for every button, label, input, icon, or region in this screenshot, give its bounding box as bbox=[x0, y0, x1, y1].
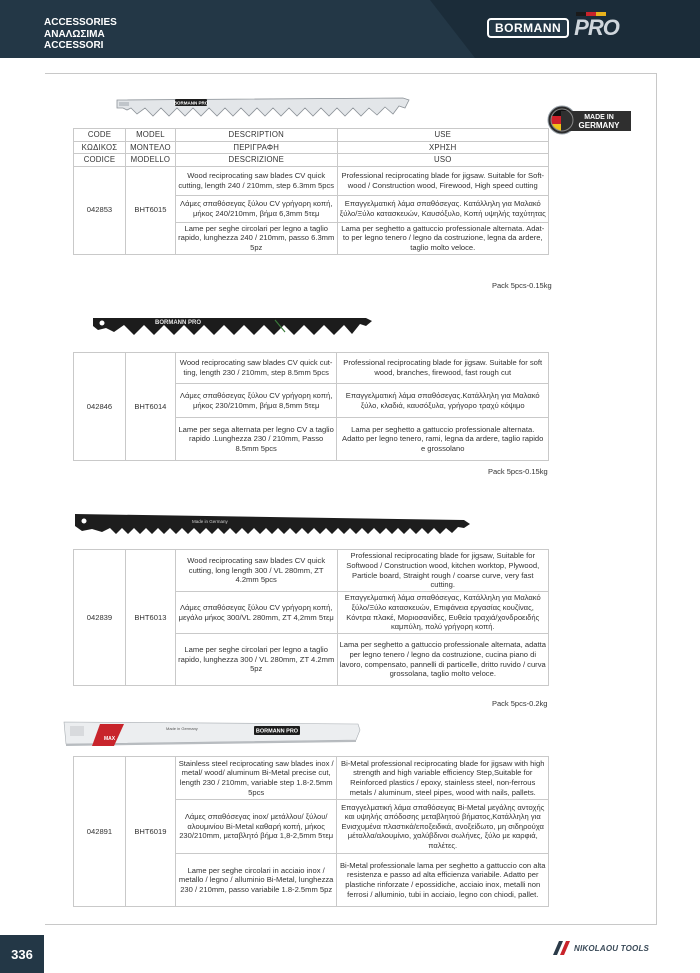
col-header-code: CODICE bbox=[74, 154, 126, 167]
product-code: 042846 bbox=[74, 353, 126, 461]
pack-info-bht6013: Pack 5pcs-0.2kg bbox=[492, 699, 548, 708]
header-row-it bbox=[74, 154, 549, 167]
category-gr: ΑΝΑΛΩΣΙΜΑ bbox=[44, 28, 105, 40]
blade1-label: BORMANN PRO bbox=[173, 100, 209, 106]
svg-text:MAX: MAX bbox=[104, 736, 116, 742]
spec-table-bht6019 bbox=[73, 756, 549, 907]
blade2-label: BORMANN PRO bbox=[155, 320, 201, 326]
use-en: Professional reciprocating blade for jigsaw. Suitable for soft wood, branches, firewood, fast rough cut bbox=[337, 353, 549, 384]
col-header-description: DESCRIZIONE bbox=[175, 154, 337, 167]
use-it: Bi-Metal professionale lama per seghetto a gattuccio con alta resistenza e passo ad alta efficienza variabile. Adatto per plastiche rinforzate / epossidiche, acciaio inox, metalli non ferrosi / alluminio, tubi in acciaio, legno con chiodi, pallet. bbox=[337, 854, 549, 907]
header-categories bbox=[44, 17, 117, 52]
col-header-code: CODE bbox=[74, 129, 126, 142]
blade-image-bht6013 bbox=[72, 508, 472, 544]
pack-info-bht6014: Pack 5pcs-0.15kg bbox=[488, 467, 548, 476]
description-gr: Λάμες σπαθόσεγας ξύλου CV γρήγορη κοπή, μήκος 230/210mm, βήμα 8,5mm 5τεμ bbox=[175, 384, 337, 418]
table-row bbox=[74, 550, 549, 592]
description-it: Lame per sega alternata per legno CV a taglio rapido .Lunghezza 230 / 210mm, Passo 8.5mm 5pcs bbox=[175, 418, 337, 461]
brand-pro: PRO bbox=[574, 15, 619, 40]
product-model: BHT6015 bbox=[125, 166, 175, 254]
col-header-model: MODELLO bbox=[125, 154, 175, 167]
use-it: Lama per seghetto a gattuccio professionale alternata, adatta per legno tenero / legno da costruzione, cucina piano di lavoro, compensato, pannelli di particelle, dritto ruvido / curva grossolana, taglio molto veloce. bbox=[337, 634, 549, 686]
blade4-label2: Made in Germany bbox=[166, 726, 198, 731]
use-it: Lama per seghetto a gattuccio professionale alternata. Adatto per legno tenero, rami, legna da ardere, taglio rapido e grossolano bbox=[337, 418, 549, 461]
blade-image-bht6019 bbox=[62, 716, 362, 752]
col-header-description: ΠΕΡΙΓΡΑΦΗ bbox=[175, 141, 337, 154]
description-it: Lame per seghe circolari per legno a taglio rapido, lunghezza 300 / VL 280mm, ZT 4.2mm 5pz bbox=[175, 634, 337, 686]
table-row bbox=[74, 353, 549, 384]
description-en: Wood reciprocating saw blades CV quick cutting, long length 300 / VL 280mm, ZT 4.2mm 5pcs bbox=[175, 550, 337, 592]
spec-table-bht6013 bbox=[73, 549, 549, 686]
blade-image-bht6014 bbox=[90, 308, 375, 344]
blade-image-bht6015 bbox=[113, 88, 413, 128]
description-en: Stainless steel reciprocating saw blades inox / metal/ wood/ aluminum Bi-Metal precise cut, length 230 / 210mm, variable step 1.8-2.5mm 5pcs bbox=[175, 757, 337, 800]
use-en: Professional reciprocating blade for jigsaw, Suitable for Softwood / Construction wood, kitchen worktop, Plywood, Particle board, Straight rough / coarse curve, very fast cutting. bbox=[337, 550, 549, 592]
table-row bbox=[74, 166, 549, 195]
product-code: 042853 bbox=[74, 166, 126, 254]
description-gr: Λάμες σπαθόσεγας ξύλου CV γρήγορη κοπή, μήκος 240/210mm, βήμα 6,3mm 5τεμ bbox=[175, 195, 337, 222]
description-en: Wood reciprocating saw blades CV quick cutting, length 240 / 210mm, step 6.3mm 5pcs bbox=[175, 166, 337, 195]
use-en: Bi-Metal professional reciprocating blade for jigsaw with high strength and high variable efficiency Step,Suitable for Reinforced plastics / epoxy, stainless steel, non-ferrous metals / aluminum, steel pipes, wood with nails, pallets. bbox=[337, 757, 549, 800]
footer-brand: NIKOLAOU TOOLS bbox=[574, 943, 650, 953]
use-en: Professional reciprocating blade for jigsaw. Suitable for Soft-wood / Construction wood, Firewood, High speed cutting bbox=[337, 166, 548, 195]
brand-name: BORMANN bbox=[487, 18, 569, 38]
use-it: Lama per seghetto a gattuccio professionale alternata. Adat-to per legno tenero / legno da costruzione, legna da ardere, taglio molto veloce. bbox=[337, 222, 548, 254]
nikolaou-logo-icon bbox=[553, 941, 571, 955]
category-it: ACCESSORI bbox=[44, 40, 104, 51]
use-gr: Επαγγελματική λάμα σπαθόσεγας.Κατάλληλη για Μαλακό ξύλο, κλαδιά, καυσόξυλα, γρήγορο τραχύ κόψιμο bbox=[337, 384, 549, 418]
product-model: BHT6014 bbox=[125, 353, 175, 461]
description-gr: Λάμες σπαθόσεγας inox/ μετάλλου/ ξύλου/ αλουμινίου Bi-Metal καθαρή κοπή, μήκος 230/210mm, μεταβλητό βήμα 1,8-2,5mm 5τεμ bbox=[175, 800, 337, 854]
pro-watermark bbox=[598, 150, 668, 480]
use-gr: Επαγγελματική λάμα σπαθόσεγας. Κατάλληλη για Μαλακό ξύλο/Ξύλο κατασκευών, Καυσόξυλο, Κοπή υψηλής ταχύτητας bbox=[337, 195, 548, 222]
col-header-use: ΧΡΗΣΗ bbox=[337, 141, 548, 154]
product-code: 042839 bbox=[74, 550, 126, 686]
description-en: Wood reciprocating saw blades CV quick cut-ting, length 230 / 210mm, step 8.5mm 5pcs bbox=[175, 353, 337, 384]
pack-info-bht6015: Pack 5pcs-0.15kg bbox=[492, 281, 552, 290]
product-code: 042891 bbox=[74, 757, 126, 907]
description-gr: Λάμες σπαθόσεγας ξύλου CV γρήγορη κοπή, μεγάλο μήκος 300/VL 280mm, ZT 4,2mm 5τεμ bbox=[175, 592, 337, 634]
header-row-en bbox=[74, 129, 549, 142]
col-header-code: ΚΩΔΙΚΟΣ bbox=[74, 141, 126, 154]
badge-line2: GERMANY bbox=[578, 121, 620, 130]
col-header-description: DESCRIPTION bbox=[175, 129, 337, 142]
description-it: Lame per seghe circolari per legno a taglio rapido, lunghezza 240 / 210mm, passo 6.3mm 5pz bbox=[175, 222, 337, 254]
blade3-label: Made in Germany bbox=[192, 519, 228, 524]
table-row bbox=[74, 757, 549, 800]
col-header-model: ΜΟΝΤΕΛΟ bbox=[125, 141, 175, 154]
made-in-germany-badge bbox=[547, 103, 633, 137]
col-header-use: USO bbox=[337, 154, 548, 167]
page-number: 336 bbox=[0, 935, 44, 973]
brand-logo[interactable] bbox=[487, 17, 619, 39]
footer-logo[interactable] bbox=[553, 941, 649, 955]
description-it: Lame per seghe circolari in acciaio inox / metallo / legno / alluminio Bi-Metal, lunghezza 230 / 210mm, passo variabile 1.8-2.5mm 5pz bbox=[175, 854, 337, 907]
use-gr: Επαγγελματική λάμα σπαθόσεγας, Κατάλληλη για Μαλακό ξύλο/Ξύλο κατασκευών, Επιφάνεια εργασίας κουζίνας, Κόντρα πλακέ, Μοριοσανίδες, Ευθεία τραχιά/χονδροειδής καμπύλη, πολύ γρήγορη κοπή. bbox=[337, 592, 549, 634]
blade4-label: BORMANN PRO bbox=[255, 728, 299, 735]
category-en: ACCESSORIES bbox=[44, 17, 117, 28]
header-row-gr bbox=[74, 141, 549, 154]
spec-table-bht6014 bbox=[73, 352, 549, 461]
spec-table-bht6015 bbox=[73, 128, 549, 255]
product-model: BHT6019 bbox=[125, 757, 175, 907]
use-gr: Επαγγελματική λάμα σπαθόσεγας Bi-Metal μεγάλης αντοχής και υψηλής απόδοσης μεταβλητού βήματος,Κατάλληλη για Ενισχυμένα πλαστικά/εποξειδικά, ανοξείδωτο, μη σιδηρούχα μέταλλα/αλουμίνιο, χαλύβδινοι σωλήνες, ξύλο με καρφιά, παλέτες. bbox=[337, 800, 549, 854]
col-header-model: MODEL bbox=[125, 129, 175, 142]
badge-line1: MADE IN bbox=[584, 114, 614, 121]
col-header-use: USE bbox=[337, 129, 548, 142]
product-model: BHT6013 bbox=[125, 550, 175, 686]
